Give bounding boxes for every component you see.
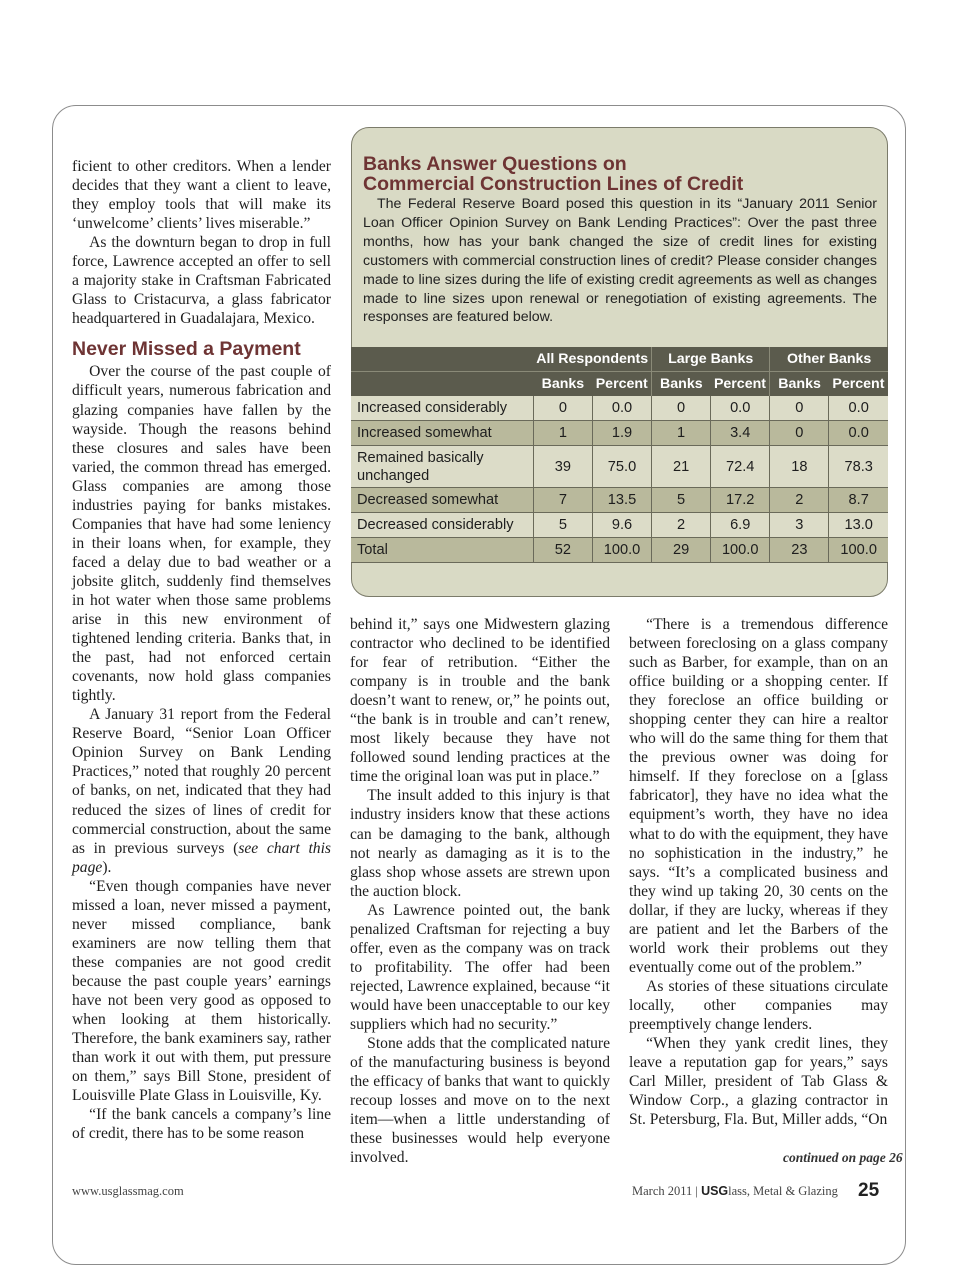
group-header: Large Banks xyxy=(652,347,770,372)
paragraph-text: A January 31 report from the Federal Reserve Board, “Senior Loan Officer Opinion Survey on Bank Lending Practices,” noted that roughly 20 percent of banks, on net, indicated that they had reduced the sizes of lines of credit for commercial construction, about the same as in previous surveys ( xyxy=(72,706,331,857)
continued-note: continued on page 26 xyxy=(783,1150,903,1165)
table-cell: 0 xyxy=(770,396,829,421)
table-cell: 0 xyxy=(533,396,592,421)
paragraph: “Even though companies have never missed a loan, never missed a payment, never missed compliance, bank examiners are now telling them that these companies are not good credit because the past couple years’ earnings have not been very good as opposed to when looking at them historically. Therefore, the bank examiners say, rather than work it out with them, put pressure on them,” says Bill Stone, president of Louisville Plate Glass in Louisville, Ky. xyxy=(72,877,331,1105)
sidebar-title-line: Commercial Construction Lines of Credit xyxy=(363,173,744,195)
paragraph: As Lawrence pointed out, the bank penalized Craftsman for rejecting a buy offer, even as the company was on track to profitability. The offer had been rejected, Lawrence explained, because “it would have been unacceptable to our key suppliers which had no security.” xyxy=(350,901,610,1033)
row-label: Increased somewhat xyxy=(351,421,533,446)
paragraph: “If the bank cancels a company’s line of credit, there has to be some reason xyxy=(72,1106,331,1143)
row-label: Remained basically unchanged xyxy=(351,446,533,488)
table-cell: 5 xyxy=(652,488,711,513)
table-cell: 100.0 xyxy=(592,538,651,563)
table-row xyxy=(351,396,888,421)
table-cell: 1 xyxy=(652,421,711,446)
table-cell: 0.0 xyxy=(711,396,770,421)
group-header: All Respondents xyxy=(533,347,651,372)
row-label: Total xyxy=(351,538,533,563)
paragraph: ficient to other creditors. When a lender decides that they want a client to leave, they employ tools that will make its ‘unwelcome’ clients’ lives miserable.” xyxy=(72,158,331,233)
row-label: Increased considerably xyxy=(351,396,533,421)
sub-header: Percent xyxy=(592,372,651,397)
table-cell: 8.7 xyxy=(829,488,888,513)
sidebar-title xyxy=(363,154,883,194)
table-cell: 23 xyxy=(770,538,829,563)
table-row xyxy=(351,538,888,563)
paragraph: behind it,” says one Midwestern glazing contractor who declined to be identified for fear of retribution. “Either the company is in trouble and the bank doesn’t want to renew, or,” he points out, “the bank is in trouble and can’t renew, most likely because they have not followed sound lending practices at the time the original loan was put in place.” xyxy=(350,616,610,786)
table-cell: 1 xyxy=(533,421,592,446)
sub-header: Banks xyxy=(652,372,711,397)
sidebar-title-line: Banks Answer Questions on xyxy=(363,153,627,175)
group-header: Other Banks xyxy=(770,347,888,372)
table-cell: 0.0 xyxy=(829,421,888,446)
table-cell: 52 xyxy=(533,538,592,563)
sub-header: Banks xyxy=(533,372,592,397)
table-cell: 0.0 xyxy=(592,396,651,421)
table-cell: 1.9 xyxy=(592,421,651,446)
table-cell: 9.6 xyxy=(592,513,651,538)
table-cell: 18 xyxy=(770,446,829,488)
survey-table xyxy=(351,347,888,563)
paragraph: As the downturn began to drop in full force, Lawrence accepted an offer to sell a majority stake in Craftsman Fabricated Glass to Cristacurva, a glass fabricator headquartered in Guadalajara, Mexico. xyxy=(72,234,331,328)
table-cell: 29 xyxy=(652,538,711,563)
sub-header: Banks xyxy=(770,372,829,397)
table-cell: 0 xyxy=(652,396,711,421)
table-cell: 5 xyxy=(533,513,592,538)
row-label: Decreased considerably xyxy=(351,513,533,538)
article-column-1 xyxy=(72,157,331,1143)
table-cell: 2 xyxy=(770,488,829,513)
paragraph: The insult added to this injury is that industry insiders know that these actions can be damaging to the bank, although not nearly as damaging as it is to the glass shop whose assets are strewn upon the auction block. xyxy=(350,787,610,900)
table-cell: 39 xyxy=(533,446,592,488)
sub-header: Percent xyxy=(711,372,770,397)
table-cell: 72.4 xyxy=(711,446,770,488)
table-cell: 3 xyxy=(770,513,829,538)
table-row xyxy=(351,446,888,488)
chart-reference: see chart this page xyxy=(72,839,331,876)
paragraph: “There is a tremendous difference between foreclosing on a glass company such as Barber, for example, than on an office building or a shopping center. If they foreclose an office building or shopping center they can hire a realtor who will do the same thing for them that the previous owner was doing for himself. If they foreclose on a [glass fabricator], they have no idea what the equipment’s worth, they have no idea what to do with the equipment, they have no sophistication in the industry,” he says. “It’s a complicated business and they wind up taking 20, 30 cents on the dollar, if they are lucky, whereas if they are patient and let the Barbers of the world work their problems out they eventually come out of the problem.” xyxy=(629,616,888,976)
paragraph: Over the course of the past couple of difficult years, numerous fabrication and glazing companies have fallen by the wayside. Though the reasons behind these closures and sales have been varied, the common thread has emerged. Glass companies are among those industries paying for banks mistakes. Companies that have had some leniency in their loans when, for example, they faced a delay due to bad weather or a jobsite glitch, suddenly find themselves in hot water when those same problems arise in this new environment of tightened lending criteria. Banks that, in the past, had not enforced certain covenants, now hold glass companies tightly. xyxy=(72,363,331,705)
table-cell: 2 xyxy=(652,513,711,538)
paragraph xyxy=(72,705,331,876)
table-cell: 78.3 xyxy=(829,446,888,488)
table-cell: 0 xyxy=(770,421,829,446)
table-cell: 13.0 xyxy=(829,513,888,538)
table-cell: 75.0 xyxy=(592,446,651,488)
footer-issue xyxy=(632,1184,838,1199)
row-label: Decreased somewhat xyxy=(351,488,533,513)
paragraph: Stone adds that the complicated nature of the manufacturing business is beyond the efficacy of banks that want to quickly recoup losses and move on to the next item—when a little understanding of these businesses would help everyone involved. xyxy=(350,1035,610,1167)
paragraph-text: ). xyxy=(102,858,112,876)
table-cell: 17.2 xyxy=(711,488,770,513)
paragraph: As stories of these situations circulate locally, other companies may preemptively change lenders. xyxy=(629,977,888,1033)
footer-mag-bold: USG xyxy=(701,1184,729,1198)
header-blank xyxy=(351,372,533,397)
table-cell: 7 xyxy=(533,488,592,513)
page-number: 25 xyxy=(858,1180,880,1201)
table-cell: 0.0 xyxy=(829,396,888,421)
sidebar-intro-text: The Federal Reserve Board posed this question in its “January 2011 Senior Loan Officer Opinion Survey on Bank Lending Practices”: Over the past three months, how has your bank changed the size of credit lines for existing customers with commercial construction lines of credit? Please consider changes made to line sizes during the life of existing credit agreements as well as changes made to line sizes upon renewal or renegotiation of existing agreements. The responses are featured below. xyxy=(363,196,877,326)
section-subhead: Never Missed a Payment xyxy=(72,338,301,361)
table-row xyxy=(351,421,888,446)
table-cell: 3.4 xyxy=(711,421,770,446)
footer-website: www.usglassmag.com xyxy=(72,1184,184,1198)
table-cell: 21 xyxy=(652,446,711,488)
footer-mag-name: lass, Metal & Glazing xyxy=(728,1184,838,1198)
table-cell: 100.0 xyxy=(711,538,770,563)
table-cell: 100.0 xyxy=(829,538,888,563)
table-cell: 6.9 xyxy=(711,513,770,538)
article-column-2 xyxy=(350,615,610,1167)
table-row xyxy=(351,513,888,538)
sub-header: Percent xyxy=(829,372,888,397)
header-blank xyxy=(351,347,533,372)
footer-date: March 2011 xyxy=(632,1184,693,1198)
footer-divider: | xyxy=(695,1184,698,1198)
article-column-3 xyxy=(629,615,888,1129)
table-cell: 13.5 xyxy=(592,488,651,513)
table-row xyxy=(351,488,888,513)
sidebar-intro xyxy=(363,195,877,327)
paragraph: “When they yank credit lines, they leave a reputation gap for years,” says Carl Miller, president of Tab Glass & Window Corp., a glazing contractor in St. Petersburg, Fla. But, Miller adds, “On xyxy=(629,1035,888,1129)
